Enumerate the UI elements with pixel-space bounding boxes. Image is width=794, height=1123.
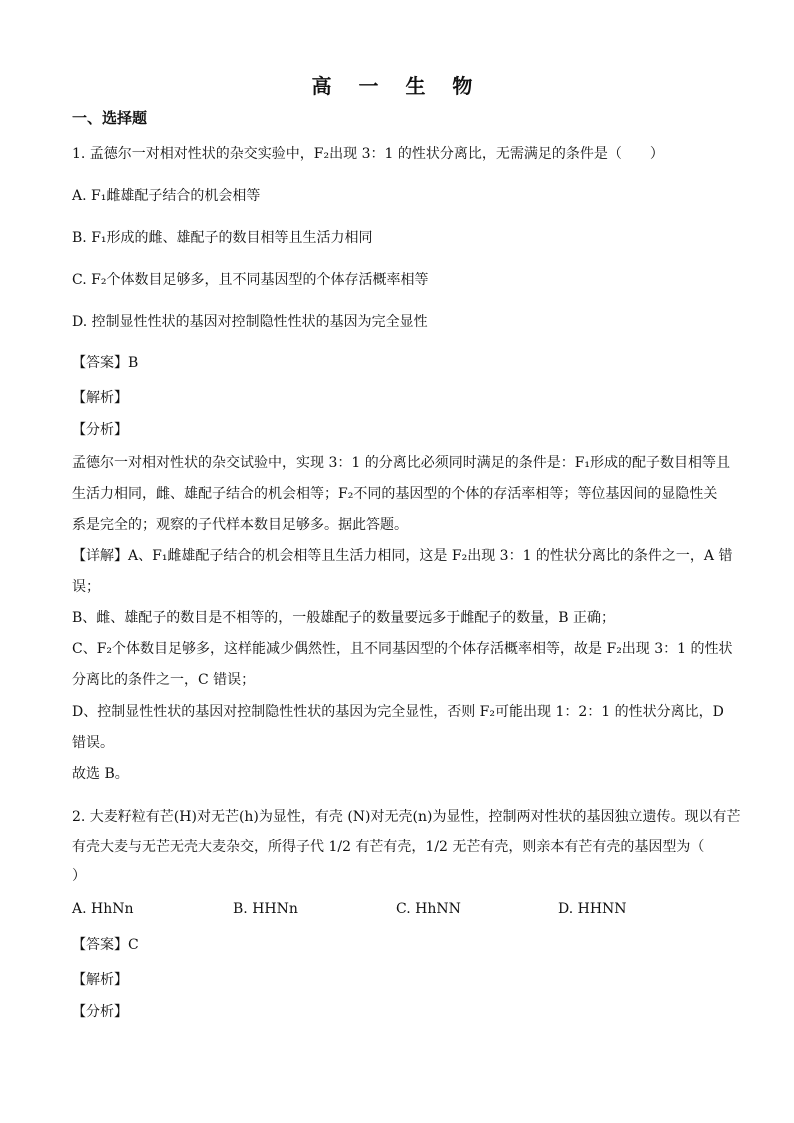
- question-1-stem: 1. 孟德尔一对相对性状的杂交实验中，F₂出现 3：1 的性状分离比，无需满足的条件是（ ）: [72, 146, 664, 162]
- q1-detail-line-1: 【详解】A、F₁雌雄配子结合的机会相等且生活力相同，这是 F₂出现 3：1 的性状分离比的条件之一，A 错: [72, 548, 733, 564]
- q2-option-b: B. HHNn: [233, 901, 298, 917]
- section-heading: 一、选择题: [72, 109, 148, 127]
- q1-option-d: D. 控制显性性状的基因对控制隐性性状的基因为完全显性: [72, 314, 428, 330]
- q1-jiexi-label: 【解析】: [72, 390, 128, 406]
- q2-option-d: D. HHNN: [558, 901, 627, 917]
- question-2-stem-line-2: 有壳大麦与无芒无壳大麦杂交，所得子代 1/2 有芒有壳，1/2 无芒有壳，则亲本有芒有壳的基因型为（: [72, 839, 705, 855]
- q1-detail-line-4: C、F₂个体数目足够多，这样能减少偶然性，且不同基因型的个体存活概率相等，故是 F₂出现 3：1 的性状: [72, 641, 733, 657]
- q1-analysis-line-2: 生活力相同，雌、雄配子结合的机会相等；F₂不同的基因型的个体的存活率相等；等位基因间的显隐性关: [72, 486, 718, 502]
- q1-analysis-line-1: 孟德尔一对相对性状的杂交试验中，实现 3：1 的分离比必须同时满足的条件是：F₁形成的配子数目相等且: [72, 455, 731, 471]
- q1-option-b: B. F₁形成的雌、雄配子的数目相等且生活力相同: [72, 230, 373, 246]
- q2-fenxi-label: 【分析】: [72, 1004, 128, 1020]
- q2-answer: 【答案】C: [72, 937, 139, 953]
- question-2-stem-line-1: 2. 大麦籽粒有芒(H)对无芒(h)为显性，有壳 (N)对无壳(n)为显性，控制两对性状的基因独立遗传。现以有芒: [72, 809, 741, 825]
- q2-option-a: A. HhNn: [72, 901, 134, 917]
- q1-detail-line-6: D、控制显性性状的基因对控制隐性性状的基因为完全显性，否则 F₂可能出现 1：2：1 的性状分离比，D: [72, 704, 724, 720]
- q2-option-c: C. HhNN: [396, 901, 461, 917]
- q1-detail-line-5: 分离比的条件之一，C 错误；: [72, 672, 256, 688]
- q1-fenxi-label: 【分析】: [72, 422, 128, 438]
- q2-jiexi-label: 【解析】: [72, 972, 128, 988]
- q1-detail-line-8: 故选 B。: [72, 766, 129, 782]
- q1-option-a: A. F₁雌雄配子结合的机会相等: [72, 188, 261, 204]
- q1-detail-line-2: 误；: [72, 579, 100, 595]
- question-2-stem-line-3: ）: [72, 868, 86, 884]
- q1-detail-line-3: B、雌、雄配子的数目是不相等的，一般雄配子的数量要远多于雌配子的数量，B 正确；: [72, 610, 616, 626]
- page-title: 高 一 生 物: [311, 74, 483, 98]
- q1-option-c: C. F₂个体数目足够多，且不同基因型的个体存活概率相等: [72, 272, 429, 288]
- q1-detail-line-7: 错误。: [72, 735, 114, 751]
- q1-answer: 【答案】B: [72, 355, 139, 371]
- q1-analysis-line-3: 系是完全的；观察的子代样本数目足够多。据此答题。: [72, 517, 408, 533]
